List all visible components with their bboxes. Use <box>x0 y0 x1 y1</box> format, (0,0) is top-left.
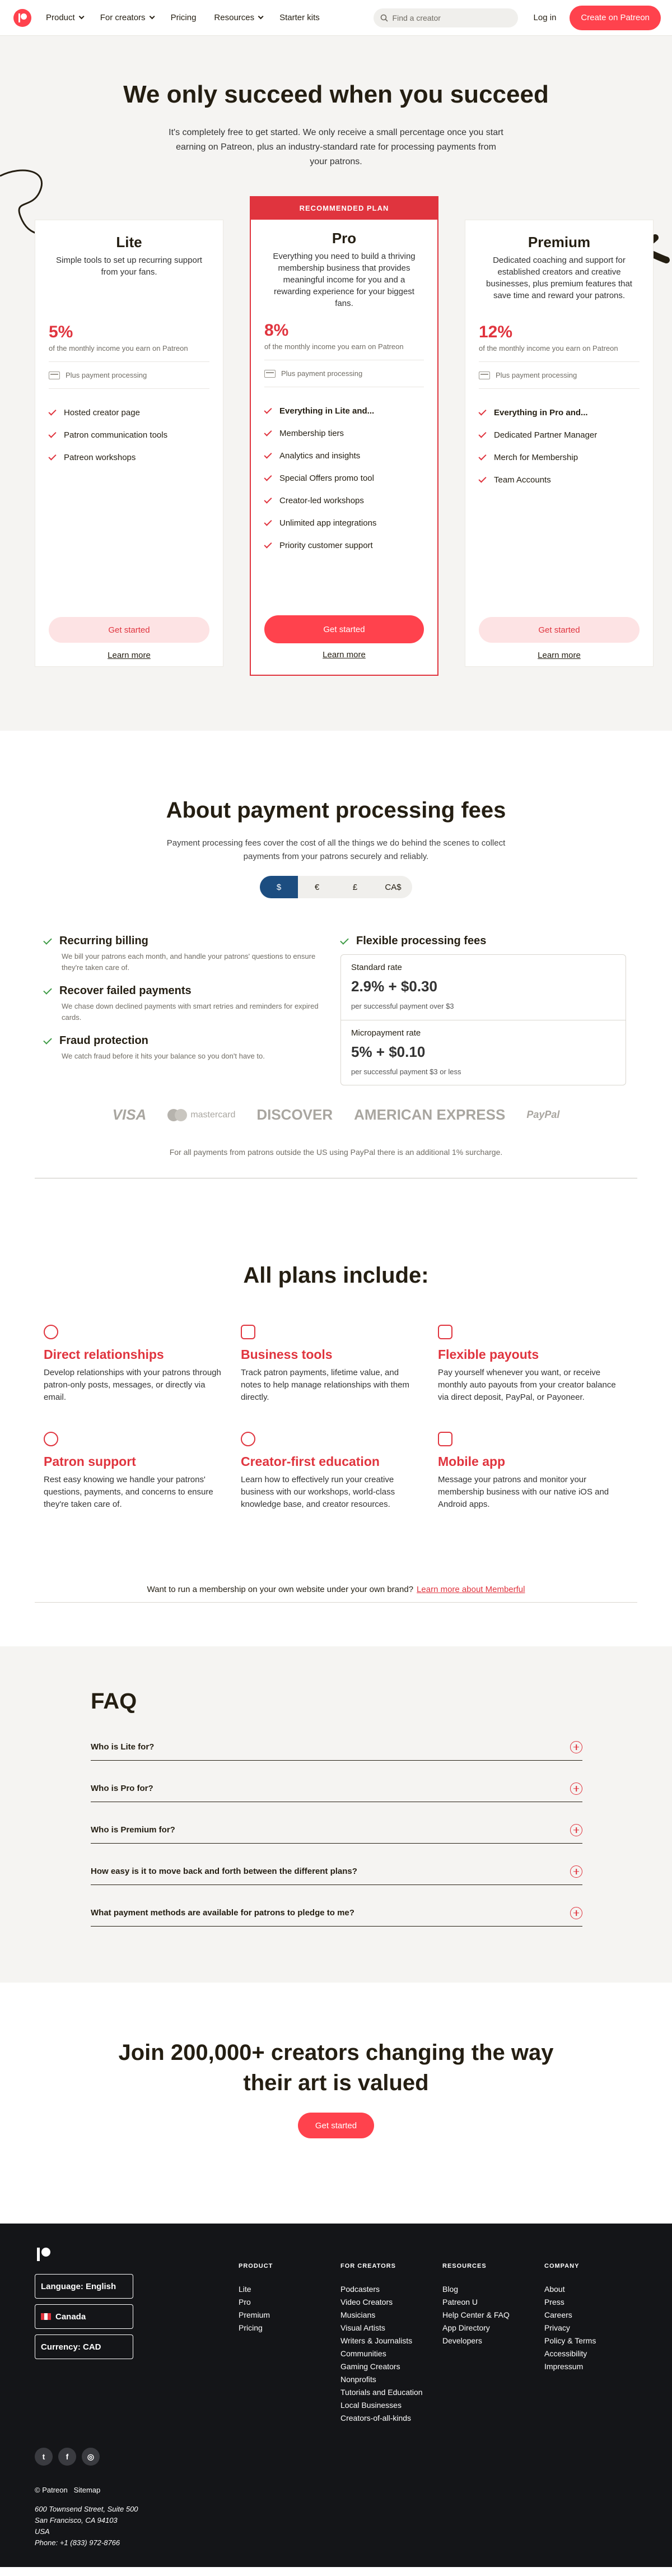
payment-brands <box>0 1106 672 1124</box>
copyright: © Patreon <box>35 2486 68 2494</box>
address-line: USA <box>35 2527 50 2536</box>
flexible-fees-title: Flexible processing fees <box>356 935 487 947</box>
nav-for-creators-label: For creators <box>100 13 146 22</box>
memberful-text: Want to run a membership on your own website under your own brand? <box>147 1585 414 1594</box>
check-icon <box>264 495 272 503</box>
footer-link[interactable]: Press <box>544 2297 564 2306</box>
chat-icon <box>44 1325 58 1339</box>
benefit-desc: We chase down declined payments with smart retries and reminders for expired cards. <box>62 1002 319 1022</box>
plus-circle-icon[interactable] <box>570 1741 582 1753</box>
faq-item[interactable] <box>91 1761 582 1802</box>
get-started-button[interactable]: Get started <box>49 617 209 643</box>
plan-features <box>264 400 424 556</box>
footer-link[interactable]: Local Businesses <box>340 2401 402 2410</box>
language-selector[interactable]: Language: English <box>35 2274 133 2299</box>
list-item <box>241 1432 438 1511</box>
feature-label: Everything in Pro and... <box>494 407 588 417</box>
address-line: San Francisco, CA 94103 <box>35 2516 118 2524</box>
education-icon <box>241 1432 255 1446</box>
faq-item[interactable] <box>91 1885 582 1927</box>
check-icon <box>340 936 349 945</box>
nav-for-creators[interactable] <box>100 13 153 22</box>
faq-section <box>0 1646 672 1983</box>
twitter-icon[interactable]: t <box>35 2448 53 2466</box>
get-started-button[interactable]: Get started <box>264 615 424 643</box>
list-item <box>44 985 329 1023</box>
footer-link[interactable]: Nonprofits <box>340 2375 376 2384</box>
footer-col-creators <box>340 2263 423 2425</box>
include-title: Direct relationships <box>44 1347 164 1362</box>
micropayment-rate-row <box>341 1020 626 1085</box>
footer-link[interactable]: Policy & Terms <box>544 2336 596 2345</box>
footer-link[interactable]: Pro <box>239 2297 251 2306</box>
plan-features <box>49 401 209 468</box>
patreon-logo-icon[interactable] <box>11 7 34 29</box>
footer-link[interactable]: Video Creators <box>340 2297 393 2306</box>
faq-item[interactable] <box>91 1844 582 1885</box>
join-title-text: Join 200,000+ creators changing the way their art is valued <box>118 2040 554 2095</box>
nav-pricing[interactable]: Pricing <box>170 13 197 22</box>
rate-value: 5% + $0.10 <box>351 1043 426 1060</box>
visa-logo: VISA <box>112 1106 147 1123</box>
list-item <box>264 534 424 556</box>
top-nav <box>0 0 672 36</box>
list-item <box>241 1325 438 1404</box>
feature-label: Creator-led workshops <box>279 495 364 505</box>
section-title: All plans include: <box>243 1263 429 1288</box>
feature-label: Team Accounts <box>494 475 551 485</box>
rate-table <box>340 954 626 1085</box>
flexible-fees <box>340 935 626 1085</box>
check-icon <box>264 540 272 548</box>
divider <box>49 361 209 362</box>
list-item <box>479 446 640 468</box>
check-icon <box>478 407 486 415</box>
plan-name: Premium <box>528 234 591 250</box>
footer-link[interactable]: About <box>544 2285 565 2294</box>
include-desc: Track patron payments, lifetime value, and notes to help manage relationships with them directly. <box>241 1368 410 1402</box>
country-selector[interactable] <box>35 2304 133 2329</box>
payment-fees-section <box>0 731 672 1241</box>
footer-link[interactable]: Gaming Creators <box>340 2362 400 2371</box>
plan-features <box>479 401 640 491</box>
feature-label: Dedicated Partner Manager <box>494 430 598 440</box>
payment-processing-note <box>264 369 424 378</box>
footer <box>0 2224 672 2567</box>
footer-link[interactable]: Careers <box>544 2310 572 2319</box>
benefit-title: Recover failed payments <box>59 985 192 997</box>
plan-rate-line: of the monthly income you earn on Patreon <box>264 342 404 351</box>
section-title: FAQ <box>91 1689 137 1714</box>
list-item <box>438 1325 635 1404</box>
footer-link[interactable]: Tutorials and Education <box>340 2388 423 2397</box>
learn-more-link[interactable]: Learn more <box>538 651 581 660</box>
plan-card-lite <box>35 220 223 667</box>
plus-circle-icon[interactable] <box>570 1907 582 1919</box>
mastercard-logo <box>167 1109 235 1121</box>
paypal-surcharge-note: For all payments from patrons outside the US using PayPal there is an additional 1% surcharge. <box>169 1148 503 1157</box>
plan-description: Everything you need to build a thriving membership business that provides meaningful income for you and a rewarding experience for your biggest fans. <box>273 252 416 308</box>
footer-link[interactable]: App Directory <box>442 2323 490 2332</box>
footer-link[interactable]: Creators-of-all-kinds <box>340 2413 412 2422</box>
feature-label: Unlimited app integrations <box>279 518 377 528</box>
plan-description: Simple tools to set up recurring support from your fans. <box>56 256 202 277</box>
pricing-hero <box>0 36 672 731</box>
list-item <box>479 401 640 424</box>
include-desc: Rest easy knowing we handle your patrons' questions, payments, and concerns to ensure they're taken care of. <box>44 1475 213 1509</box>
mastercard-circles-icon <box>167 1109 187 1121</box>
chevron-down-icon <box>258 13 264 19</box>
all-plans-include-section <box>0 1241 672 1646</box>
credit-card-icon <box>479 372 490 379</box>
get-started-button[interactable]: Get started <box>479 617 640 643</box>
footer-link[interactable]: Impressum <box>544 2362 584 2371</box>
feature-label: Special Offers promo tool <box>279 473 374 483</box>
amex-logo: AMERICAN EXPRESS <box>354 1106 506 1123</box>
check-icon <box>264 473 272 481</box>
plus-circle-icon[interactable] <box>570 1783 582 1795</box>
faq-question: What payment methods are available for patrons to pledge to me? <box>91 1908 354 1918</box>
faq-question: Who is Lite for? <box>91 1742 155 1752</box>
include-title: Patron support <box>44 1454 136 1469</box>
list-item <box>479 424 640 446</box>
chevron-down-icon <box>149 13 155 19</box>
canada-flag-icon <box>41 2313 51 2320</box>
footer-link[interactable]: Communities <box>340 2349 386 2358</box>
payment-processing-note <box>479 371 640 379</box>
learn-more-link[interactable]: Learn more <box>108 651 151 660</box>
check-icon <box>478 452 486 460</box>
get-started-button[interactable]: Get started <box>298 2113 374 2138</box>
currency-gbp[interactable]: £ <box>336 876 374 898</box>
join-title <box>0 2037 672 2098</box>
plan-card-pro <box>250 196 438 676</box>
nav-resources-label: Resources <box>214 13 255 22</box>
currency-eur[interactable]: € <box>298 876 336 898</box>
feature-label: Everything in Lite and... <box>279 406 375 416</box>
address-line: 600 Townsend Street, Suite 500 <box>35 2505 138 2513</box>
footer-link[interactable]: Blog <box>442 2285 459 2294</box>
discover-logo: DISCOVER <box>256 1106 333 1123</box>
check-icon <box>264 451 272 458</box>
country-label: Canada <box>55 2312 86 2322</box>
plus-circle-icon[interactable] <box>570 1824 582 1836</box>
plan-rate: 12% <box>479 323 513 341</box>
paypal-logo: PayPal <box>526 1109 560 1120</box>
currency-cad[interactable]: CA$ <box>374 876 412 898</box>
learn-more-link[interactable]: Learn more <box>323 650 366 660</box>
include-title: Mobile app <box>438 1454 506 1469</box>
create-on-patreon-button[interactable]: Create on Patreon <box>570 6 661 30</box>
currency-toggle <box>0 876 672 898</box>
include-desc: Pay yourself whenever you want, or receive monthly auto payouts from your creator balance via direct deposit, PayPal, or Payoneer. <box>438 1368 616 1402</box>
list-item <box>479 468 640 491</box>
include-desc: Message your patrons and monitor your membership business with our native iOS and Android apps. <box>438 1475 609 1509</box>
payment-processing-note <box>49 371 209 379</box>
memberful-promo <box>35 1585 637 1603</box>
check-icon <box>48 452 56 460</box>
payment-processing-label: Plus payment processing <box>66 371 147 379</box>
footer-col-company <box>544 2263 596 2373</box>
feature-label: Patron communication tools <box>64 430 168 440</box>
list-item <box>264 422 424 444</box>
divider <box>49 388 209 389</box>
page-subtitle: It's completely free to get started. We only receive a small percentage once you start earning on Patreon, plus an industry-standard rate for processing payments from your patrons. <box>169 128 503 166</box>
include-title: Creator-first education <box>241 1454 380 1469</box>
credit-card-icon <box>264 370 276 378</box>
check-icon <box>43 936 52 945</box>
feature-label: Patreon workshops <box>64 452 136 462</box>
faq-question: Who is Premium for? <box>91 1825 175 1835</box>
login-link[interactable]: Log in <box>533 13 557 22</box>
divider <box>479 361 640 362</box>
benefit-title: Fraud protection <box>59 1034 148 1047</box>
check-icon <box>478 430 486 438</box>
rate-label: Micropayment rate <box>351 1028 421 1038</box>
instagram-icon[interactable]: ◎ <box>82 2448 100 2466</box>
feature-label: Analytics and insights <box>279 451 361 461</box>
nav-starter-kits[interactable]: Starter kits <box>279 13 320 22</box>
plan-name: Lite <box>116 234 142 250</box>
footer-link[interactable]: Podcasters <box>340 2285 380 2294</box>
list-item <box>49 424 209 446</box>
rate-label: Standard rate <box>351 963 402 972</box>
check-icon <box>264 428 272 436</box>
footer-link[interactable]: Premium <box>239 2310 270 2319</box>
footer-col-title: COMPANY <box>544 2263 580 2269</box>
facebook-icon[interactable]: f <box>58 2448 76 2466</box>
rate-value: 2.9% + $0.30 <box>351 978 437 995</box>
nav-resources[interactable] <box>214 13 262 22</box>
memberful-link[interactable]: Learn more about Memberful <box>417 1585 525 1594</box>
support-icon <box>44 1432 58 1446</box>
plan-rate: 5% <box>49 323 73 341</box>
fee-benefits <box>44 935 329 1073</box>
sitemap-link[interactable]: Sitemap <box>73 2486 101 2494</box>
footer-col-title: RESOURCES <box>442 2263 487 2269</box>
footer-col-title: PRODUCT <box>239 2263 273 2269</box>
feature-label: Hosted creator page <box>64 407 140 417</box>
feature-label: Membership tiers <box>279 428 344 438</box>
plan-rate-line: of the monthly income you earn on Patreon <box>479 344 618 352</box>
chart-icon <box>241 1325 255 1339</box>
footer-col-resources <box>442 2263 510 2347</box>
footer-link[interactable]: Developers <box>442 2336 482 2345</box>
list-item <box>44 1034 329 1062</box>
rate-desc: per successful payment over $3 <box>351 1002 454 1010</box>
currency-selector[interactable]: Currency: CAD <box>35 2334 133 2359</box>
include-desc: Learn how to effectively run your creative business with our workshops, world-class knowledge base, and creator resources. <box>241 1475 395 1509</box>
list-item <box>264 489 424 512</box>
check-icon <box>264 406 272 414</box>
faq-question: How easy is it to move back and forth between the different plans? <box>91 1867 357 1876</box>
address-line: Phone: +1 (833) 972-8766 <box>35 2538 120 2547</box>
faq-list <box>91 1719 582 1927</box>
footer-col-title: FOR CREATORS <box>340 2263 396 2269</box>
list-item <box>438 1432 635 1511</box>
search-input[interactable] <box>374 8 518 27</box>
faq-question: Who is Pro for? <box>91 1784 153 1793</box>
plan-rate: 8% <box>264 321 289 340</box>
recommended-badge: RECOMMENDED PLAN <box>251 197 437 220</box>
search-placeholder: Find a creator <box>392 13 441 22</box>
list-item <box>264 400 424 422</box>
faq-item[interactable] <box>91 1802 582 1844</box>
footer-col-product <box>239 2263 273 2334</box>
footer-link[interactable]: Visual Artists <box>340 2323 385 2332</box>
credit-card-icon <box>49 372 60 379</box>
list-item <box>44 1432 241 1511</box>
list-item <box>44 1325 241 1404</box>
divider <box>479 388 640 389</box>
check-icon <box>43 1036 52 1045</box>
plan-name: Pro <box>332 230 357 247</box>
search-icon <box>380 14 388 22</box>
footer-link[interactable]: Help Center & FAQ <box>442 2310 510 2319</box>
feature-label: Priority customer support <box>279 540 373 550</box>
plan-rate-line: of the monthly income you earn on Patreon <box>49 344 188 352</box>
footer-link[interactable]: Writers & Journalists <box>340 2336 413 2345</box>
check-icon <box>264 518 272 526</box>
patreon-logo-icon[interactable] <box>35 2245 54 2264</box>
benefit-desc: We bill your patrons each month, and handle your patrons' questions to ensure they're taken care of. <box>62 952 316 972</box>
footer-link[interactable]: Musicians <box>340 2310 376 2319</box>
wallet-icon <box>438 1325 452 1339</box>
faq-item[interactable] <box>91 1719 582 1761</box>
check-icon <box>48 407 56 415</box>
social-links <box>35 2448 100 2466</box>
footer-bottom <box>35 2485 138 2549</box>
check-icon <box>48 430 56 438</box>
payment-processing-label: Plus payment processing <box>281 369 363 378</box>
section-title: About payment processing fees <box>166 798 506 823</box>
page-title: We only succeed when you succeed <box>123 81 549 108</box>
join-section <box>0 1983 672 2224</box>
standard-rate-row <box>341 955 626 1020</box>
footer-link[interactable]: Pricing <box>239 2323 263 2332</box>
mobile-icon <box>438 1432 452 1446</box>
check-icon <box>478 475 486 482</box>
list-item <box>49 401 209 424</box>
nav-product-label: Product <box>46 13 75 22</box>
feature-label: Merch for Membership <box>494 452 578 462</box>
plan-card-premium <box>465 220 654 667</box>
plan-description: Dedicated coaching and support for established creators and creative businesses, plus premium features that save time and reward your patrons. <box>486 256 632 300</box>
check-icon <box>43 986 52 995</box>
mastercard-label: mastercard <box>190 1110 236 1120</box>
include-grid <box>44 1325 635 1511</box>
benefit-title: Recurring billing <box>59 935 148 947</box>
footer-link[interactable]: Accessibility <box>544 2349 587 2358</box>
list-item <box>44 935 329 973</box>
footer-link[interactable]: Privacy <box>544 2323 570 2332</box>
plus-circle-icon[interactable] <box>570 1865 582 1878</box>
list-item <box>264 467 424 489</box>
currency-usd[interactable]: $ <box>260 876 298 898</box>
list-item <box>49 446 209 468</box>
chevron-down-icon <box>78 13 84 19</box>
footer-link[interactable]: Patreon U <box>442 2297 478 2306</box>
include-title: Flexible payouts <box>438 1347 539 1362</box>
include-desc: Develop relationships with your patrons through patron-only posts, messages, or directly via email. <box>44 1368 221 1402</box>
payment-processing-label: Plus payment processing <box>496 371 577 379</box>
footer-link[interactable]: Lite <box>239 2285 251 2294</box>
benefit-desc: We catch fraud before it hits your balance so you don't have to. <box>62 1052 265 1060</box>
list-item <box>264 444 424 467</box>
include-title: Business tools <box>241 1347 333 1362</box>
nav-product[interactable] <box>46 13 82 22</box>
list-item <box>264 512 424 534</box>
section-subtitle: Payment processing fees cover the cost of all the things we do behind the scenes to collect payments from your patrons securely and reliably. <box>166 838 506 861</box>
rate-desc: per successful payment $3 or less <box>351 1067 461 1076</box>
